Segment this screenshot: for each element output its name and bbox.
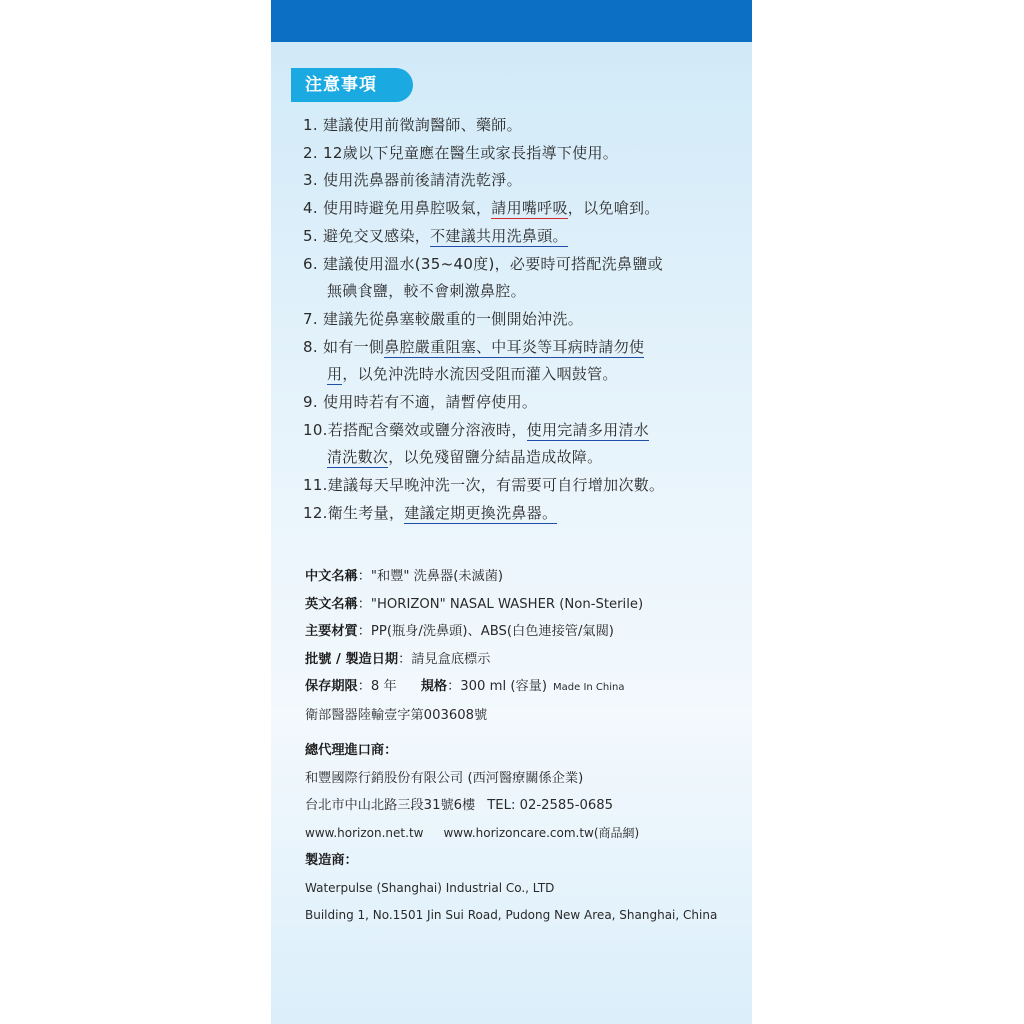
spec-value: ：300 ml (容量) xyxy=(447,679,548,694)
manufacturer-address: Building 1, No.1501 Jin Sui Road, Pudong New Area, Shanghai, China xyxy=(305,908,718,922)
note-text: 8. 如有一側 xyxy=(303,337,385,356)
material-label: 主要材質 xyxy=(305,624,358,639)
shelf-life-value: ：8 年 xyxy=(357,679,397,694)
agent-company: 和豐國際行銷股份有限公司 (西河醫療關係企業) xyxy=(305,770,584,786)
english-name-value: ："HORIZON" NASAL WASHER (Non-Sterile) xyxy=(357,596,644,612)
product-website-link[interactable]: www.horizoncare.com.tw(商品網) xyxy=(443,825,640,840)
agent-address-row xyxy=(305,792,750,820)
made-in-text: Made In China xyxy=(553,682,625,693)
notice-item xyxy=(303,389,748,417)
underlined-text: 請用嘴呼吸 xyxy=(491,199,568,218)
top-color-bar xyxy=(271,0,752,42)
underlined-text: 清洗數次 xyxy=(327,448,389,467)
note-text: 11.建議每天早晚沖洗一次，有需要可自行增加次數。 xyxy=(303,476,665,495)
notice-item xyxy=(303,500,748,528)
agent-tel: TEL: 02-2585-0685 xyxy=(487,798,614,813)
note-text: 12.衛生考量， xyxy=(303,503,405,522)
english-name-row xyxy=(305,591,750,619)
spec-label: 規格 xyxy=(420,679,448,694)
notice-badge: 注意事項 xyxy=(291,68,413,102)
note-text: 3. 使用洗鼻器前後請清洗乾淨。 xyxy=(303,171,522,190)
underlined-text: 建議定期更換洗鼻器。 xyxy=(404,503,558,522)
underlined-text: 鼻腔嚴重阻塞、中耳炎等耳病時請勿使 xyxy=(384,337,645,356)
notice-item-continuation xyxy=(303,444,748,472)
batch-row xyxy=(305,646,750,674)
notice-item xyxy=(303,112,748,140)
chinese-name-value: ："和豐" 洗鼻器(未滅菌) xyxy=(357,569,504,584)
notice-item xyxy=(303,251,748,306)
underlined-text: 用 xyxy=(327,365,343,384)
shelf-spec-row xyxy=(305,673,750,702)
chinese-name-label: 中文名稱 xyxy=(305,569,358,584)
product-info xyxy=(305,563,750,930)
note-text: ，以免殘留鹽分結晶造成故障。 xyxy=(388,448,603,467)
material-row xyxy=(305,618,750,646)
websites-row xyxy=(305,820,750,848)
note-text: 2. 12歲以下兒童應在醫生或家長指導下使用。 xyxy=(303,143,619,162)
note-text: 無碘食鹽，較不會刺激鼻腔。 xyxy=(327,282,526,301)
agent-address: 台北市中山北路三段31號6樓 xyxy=(305,798,476,813)
agent-label: 總代理進口商： xyxy=(305,743,398,758)
manufacturer-label: 製造商： xyxy=(305,853,358,868)
chinese-name-row xyxy=(305,563,750,591)
license-row: 衛部醫器陸輸壹字第003608號 xyxy=(305,707,488,723)
note-text: 1. 建議使用前徵詢醫師、藥師。 xyxy=(303,116,522,134)
batch-label: 批號 / 製造日期 xyxy=(305,651,399,667)
notice-item xyxy=(303,306,748,334)
note-text: 7. 建議先從鼻塞較嚴重的一側開始沖洗。 xyxy=(303,309,584,328)
notice-item xyxy=(303,140,748,168)
batch-value: ：請見盒底標示 xyxy=(398,651,491,667)
notice-item-continuation xyxy=(303,361,748,389)
manufacturer-name: Waterpulse (Shanghai) Industrial Co., LTD xyxy=(305,880,555,895)
shelf-life-label: 保存期限 xyxy=(305,679,358,694)
website-link[interactable]: www.horizon.net.tw xyxy=(305,825,424,840)
notice-list xyxy=(303,112,748,528)
notice-item xyxy=(303,334,748,389)
note-text: ，以免嗆到。 xyxy=(567,199,660,218)
notice-item xyxy=(303,223,748,251)
notice-item xyxy=(303,195,748,223)
note-text: 5. 避免交叉感染， xyxy=(303,226,431,245)
note-text: ，以免沖洗時水流因受阻而灌入咽鼓管。 xyxy=(342,365,618,384)
package-panel xyxy=(271,0,752,1024)
underlined-text: 使用完請多用清水 xyxy=(526,420,650,439)
note-text: 9. 使用時若有不適，請暫停使用。 xyxy=(303,393,538,412)
material-value: ：PP(瓶身/洗鼻頭)、ABS(白色連接管/氣閥) xyxy=(357,624,614,639)
english-name-label: 英文名稱 xyxy=(305,596,358,612)
notice-item xyxy=(303,472,748,500)
note-text: 10.若搭配含藥效或鹽分溶液時， xyxy=(303,420,527,439)
notice-item xyxy=(303,167,748,195)
notice-item xyxy=(303,417,748,472)
underlined-text: 不建議共用洗鼻頭。 xyxy=(430,226,568,245)
note-text: 4. 使用時避免用鼻腔吸氣， xyxy=(303,199,492,218)
note-text: 6. 建議使用溫水(35~40度)，必要時可搭配洗鼻鹽或 xyxy=(303,254,663,273)
notice-item-continuation xyxy=(303,278,748,306)
